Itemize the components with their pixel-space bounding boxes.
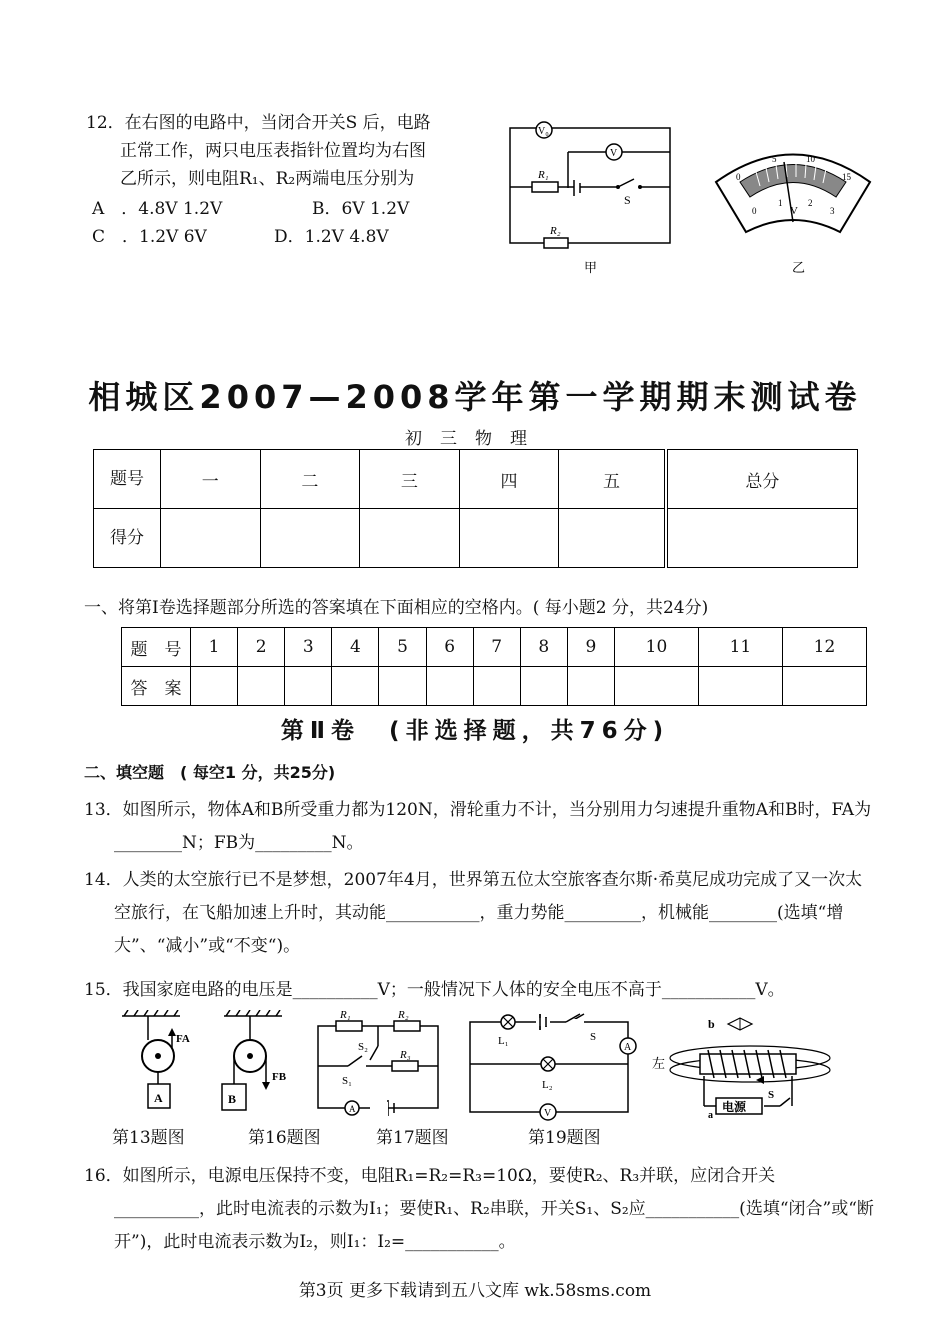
label-fb: FB [272, 1071, 287, 1083]
arrow-up-icon [168, 1028, 176, 1036]
label-s1-17: S₁ [342, 1075, 352, 1087]
label-block-a: A [154, 1091, 163, 1105]
label-ammeter-17: A [349, 1104, 356, 1114]
answer-cell[interactable] [379, 667, 426, 706]
q13-text: 13．如图所示，物体A和B所受重力都为120N，滑轮重力不计，当分别用力匀速提升重物A和B时，FA为________N；FB为_________N。 [84, 800, 872, 853]
answer-number-3: 3 [285, 628, 332, 667]
page-footer: 第3页 更多下载请到五八文库 wk.58sms.com [298, 1281, 652, 1301]
question-14 [84, 864, 874, 963]
meter-top-0: 0 [736, 172, 741, 182]
answer-number-11: 11 [698, 628, 782, 667]
label-ammeter-19: A [624, 1042, 632, 1053]
answer-grid-q-label: 题 号 [122, 628, 191, 667]
answer-number-12: 12 [782, 628, 866, 667]
label-r2-17: R₂ [398, 1009, 409, 1021]
answer-number-4: 4 [332, 628, 379, 667]
question-15 [84, 974, 874, 1007]
section1-instruction: 一、将第Ⅰ卷选择题部分所选的答案填在下面相应的空格内。( 每小题2 分，共24分) [84, 598, 709, 618]
section2-heading: 二、填空题 ( 每空1 分，共25分) [84, 763, 336, 782]
figure17-circuit [310, 1006, 446, 1122]
label-l1: L₁ [498, 1035, 509, 1047]
label-l2: L₂ [542, 1079, 553, 1091]
answer-cell[interactable] [191, 667, 238, 706]
score-cell-5[interactable] [559, 509, 666, 568]
caption-16: 第16题图 [248, 1128, 321, 1148]
label-r2: R₂ [550, 225, 561, 237]
answer-number-1: 1 [191, 628, 238, 667]
q12-voltmeter-figure [708, 122, 878, 278]
figure13-pulley-a [118, 1010, 198, 1118]
answer-number-9: 9 [567, 628, 614, 667]
answer-grid-a-label: 答 案 [122, 667, 191, 706]
score-cell-4[interactable] [459, 509, 559, 568]
score-col-1: 一 [161, 450, 261, 509]
meter-top-10: 10 [806, 154, 815, 164]
answer-grid [121, 627, 867, 706]
score-table-score-row [94, 509, 858, 568]
q14-text: 14．人类的太空旅行已不是梦想，2007年4月，世界第五位太空旅客查尔斯·希莫尼成功完成了又一次太空旅行，在飞船加速上升时，其动能___________，重力势能_________，机械能________(选填“增大”、“减小”或“不变“)。 [84, 870, 863, 956]
meter-top-5: 5 [772, 154, 777, 164]
answer-cell[interactable] [520, 667, 567, 706]
answer-cell[interactable] [285, 667, 332, 706]
q15-text: 15．我国家庭电路的电压是__________V；一般情况下人体的安全电压不高于___________V。 [84, 980, 785, 1000]
q12-option-d: D．1.2V 4.8V [274, 227, 389, 247]
label-r3-17: R₃ [400, 1049, 411, 1061]
label-r1: R₁ [538, 169, 549, 181]
answer-number-7: 7 [473, 628, 520, 667]
q12-option-b: B．6V 1.2V [312, 199, 410, 219]
answer-cell[interactable] [614, 667, 698, 706]
score-cell-1[interactable] [161, 509, 261, 568]
label-jia: 甲 [584, 260, 598, 275]
label-s-19: S [590, 1031, 597, 1043]
score-row-label: 得分 [94, 509, 161, 568]
label-s-solenoid: S [768, 1089, 775, 1101]
label-r1-17: R₁ [340, 1009, 351, 1021]
answer-cell[interactable] [426, 667, 473, 706]
figure16-pulley-b [210, 1010, 294, 1118]
q12-circuit-figure [500, 118, 680, 278]
label-yi: 乙 [792, 260, 806, 275]
score-table-header-row [94, 450, 858, 509]
arrow-left-icon [756, 1076, 764, 1084]
answer-cell[interactable] [698, 667, 782, 706]
score-col-total: 总分 [666, 450, 858, 509]
q16-text: 16．如图所示，电源电压保持不变，电阻R₁=R₂=R₃=10Ω，要使R₂、R₃并联，应闭合开关__________，此时电流表的示数为I₁；要使R₁、R₂串联，开关S₁、S₂应___________(选填“闭合”或“断开”)，此时电流表示数为I₂，则I₁：I₂=___________。 [84, 1166, 874, 1252]
answer-cell[interactable] [238, 667, 285, 706]
arrow-down-icon [262, 1082, 270, 1090]
answer-cell[interactable] [567, 667, 614, 706]
answer-grid-answer-row [122, 667, 867, 706]
score-col-3: 三 [360, 450, 460, 509]
figure19-circuit [462, 1010, 640, 1122]
label-voltmeter-19: V [544, 1108, 552, 1119]
answer-number-8: 8 [520, 628, 567, 667]
answer-number-6: 6 [426, 628, 473, 667]
q12-line1: 12．在右图的电路中，当闭合开关S 后，电路 [86, 113, 431, 133]
meter-bottom-2: 2 [808, 198, 813, 208]
caption-13: 第13题图 [112, 1128, 185, 1148]
score-cell-2[interactable] [260, 509, 360, 568]
label-block-b: B [228, 1092, 237, 1106]
question-13 [84, 794, 874, 860]
score-col-2: 二 [260, 450, 360, 509]
caption-17: 第17题图 [376, 1128, 449, 1148]
answer-number-5: 5 [379, 628, 426, 667]
q12-option-c: C ．1.2V 6V [92, 227, 207, 247]
answer-grid-number-row [122, 628, 867, 667]
meter-bottom-0: 0 [752, 206, 757, 216]
score-cell-total[interactable] [666, 509, 858, 568]
label-b: b [708, 1017, 715, 1031]
label-fa: FA [176, 1033, 190, 1045]
score-col-5: 五 [559, 450, 666, 509]
score-table [93, 449, 858, 568]
label-a: a [708, 1110, 713, 1120]
exam-subtitle: 初三物理 [405, 429, 545, 449]
answer-cell[interactable] [473, 667, 520, 706]
answer-cell[interactable] [782, 667, 866, 706]
exam-title: 相城区2007—2008学年第一学期期末测试卷 [88, 378, 862, 416]
label-s2-17: S₂ [358, 1041, 368, 1053]
q12-line2: 正常工作，两只电压表指针位置均为右图 [120, 141, 426, 161]
score-cell-3[interactable] [360, 509, 460, 568]
answer-cell[interactable] [332, 667, 379, 706]
meter-unit: V [790, 205, 798, 217]
answer-number-2: 2 [238, 628, 285, 667]
label-s: S [624, 193, 631, 207]
score-col-4: 四 [459, 450, 559, 509]
part2-title: 第Ⅱ卷 (非选择题，共76分) [280, 718, 670, 744]
meter-bottom-3: 3 [830, 206, 835, 216]
label-v: V [610, 148, 618, 159]
q12-option-a: A ．4.8V 1.2V [92, 199, 223, 219]
q12-line3: 乙所示，则电阻R₁、R₂两端电压分别为 [120, 169, 415, 189]
score-header-label: 题号 [94, 450, 161, 509]
figure-solenoid [652, 1014, 842, 1120]
meter-bottom-1: 1 [778, 198, 783, 208]
meter-top-15: 15 [842, 172, 851, 182]
answer-number-10: 10 [614, 628, 698, 667]
label-left: 左 [652, 1056, 666, 1071]
label-power: 电源 [722, 1100, 747, 1114]
question-16 [84, 1160, 874, 1259]
label-v0: V₀ [538, 126, 549, 137]
caption-19: 第19题图 [528, 1128, 601, 1148]
